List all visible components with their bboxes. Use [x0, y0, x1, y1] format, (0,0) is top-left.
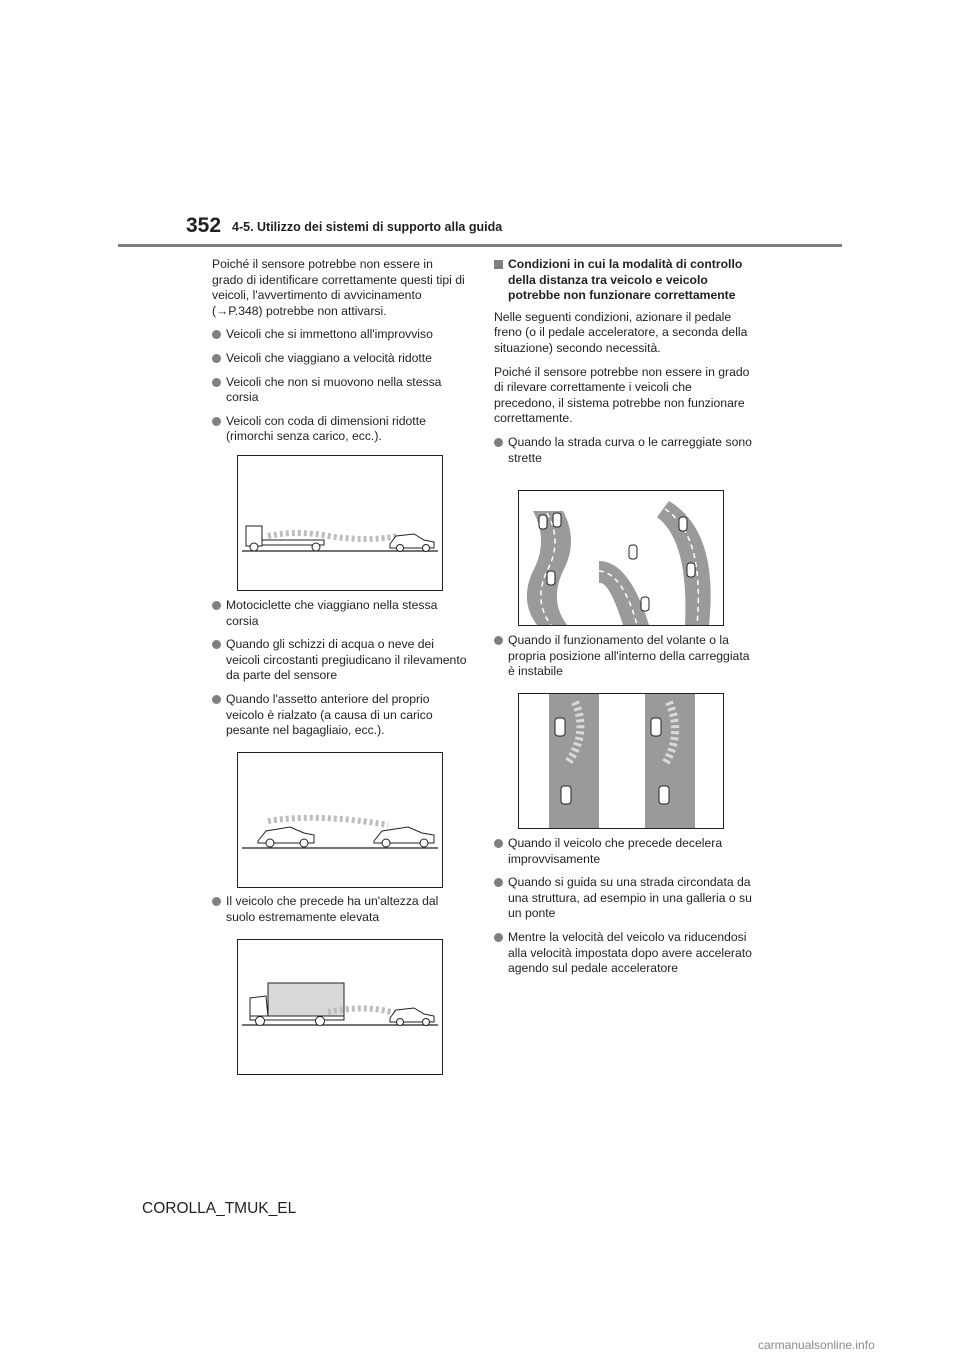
list-item: Quando il funzionamento del volante o la propria posizione all'interno della carreggiata è instabile	[494, 633, 752, 680]
page-number: 352	[186, 214, 222, 237]
header-rule	[118, 244, 842, 247]
figure-unstable-steering-illustration	[518, 693, 724, 829]
left-column-c	[212, 894, 467, 933]
list-item: Quando la strada curva o le carreggiate sono strette	[494, 435, 752, 466]
section-heading: Condizioni in cui la modalità di controllo della distanza tra veicolo e veicolo potrebbe non funzionare correttamente	[494, 257, 752, 304]
right-column-b	[494, 633, 752, 688]
left-column-b	[212, 598, 467, 747]
bullet-icon	[212, 695, 221, 704]
list-item: Quando l'assetto anteriore del proprio veicolo è rialzato (a causa di un carico pesante nel bagagliaio, ecc.).	[212, 692, 467, 739]
model-code: COROLLA_TMUK_EL	[142, 1200, 297, 1217]
list-item: Quando il veicolo che precede decelera improvvisamente	[494, 836, 752, 867]
bullet-icon	[212, 378, 221, 387]
bullet-icon	[212, 601, 221, 610]
list-item: Veicoli che viaggiano a velocità ridotte	[212, 351, 467, 367]
figure-raised-front-illustration	[237, 752, 443, 888]
list-item: Mentre la velocità del veicolo va riducendosi alla velocità impostata dopo avere accelerato agendo sul pedale acceleratore	[494, 930, 752, 977]
bullet-icon	[212, 417, 221, 426]
list-item: Quando si guida su una strada circondata da una struttura, ad esempio in una galleria o su un ponte	[494, 875, 752, 922]
bullet-icon	[494, 839, 503, 848]
right-column	[494, 257, 752, 474]
list-item: Veicoli con coda di dimensioni ridotte (rimorchi senza carico, ecc.).	[212, 414, 467, 445]
list-item: Il veicolo che precede ha un'altezza dal suolo estremamente elevata	[212, 894, 467, 925]
figure-truck-illustration	[237, 939, 443, 1075]
list-item: Quando gli schizzi di acqua o neve dei veicoli circostanti pregiudicano il rilevamento da parte del sensore	[212, 637, 467, 684]
figure-curved-road-illustration	[518, 490, 724, 626]
left-column	[212, 257, 467, 453]
section-title: 4-5. Utilizzo dei sistemi di supporto alla guida	[232, 220, 503, 234]
figure-trailer-illustration	[237, 455, 443, 591]
watermark: carmanualsonline.info	[758, 1338, 875, 1352]
paragraph: Poiché il sensore potrebbe non essere in grado di rilevare correttamente i veicoli che precedono, il sistema potrebbe non funzionare correttamente.	[494, 364, 750, 426]
intro-paragraph: Poiché il sensore potrebbe non essere in grado di identificare correttamente questi tipi di veicoli, l'avvertimento di avvicinamento (→P.348) potrebbe non attivarsi.	[212, 257, 465, 318]
bullet-icon	[212, 640, 221, 649]
list-item: Motociclette che viaggiano nella stessa corsia	[212, 598, 467, 629]
list-item: Veicoli che si immettono all'improvviso	[212, 327, 467, 343]
right-column-c	[494, 836, 752, 985]
bullet-icon	[494, 878, 503, 887]
bullet-icon	[212, 897, 221, 906]
square-icon	[494, 260, 503, 269]
bullet-icon	[494, 636, 503, 645]
bullet-icon	[212, 330, 221, 339]
paragraph: Nelle seguenti condizioni, azionare il pedale freno (o il pedale acceleratore, a seconda della situazione) secondo necessità.	[494, 309, 748, 355]
bullet-icon	[212, 354, 221, 363]
list-item: Veicoli che non si muovono nella stessa corsia	[212, 375, 467, 406]
bullet-icon	[494, 933, 503, 942]
bullet-icon	[494, 438, 503, 447]
